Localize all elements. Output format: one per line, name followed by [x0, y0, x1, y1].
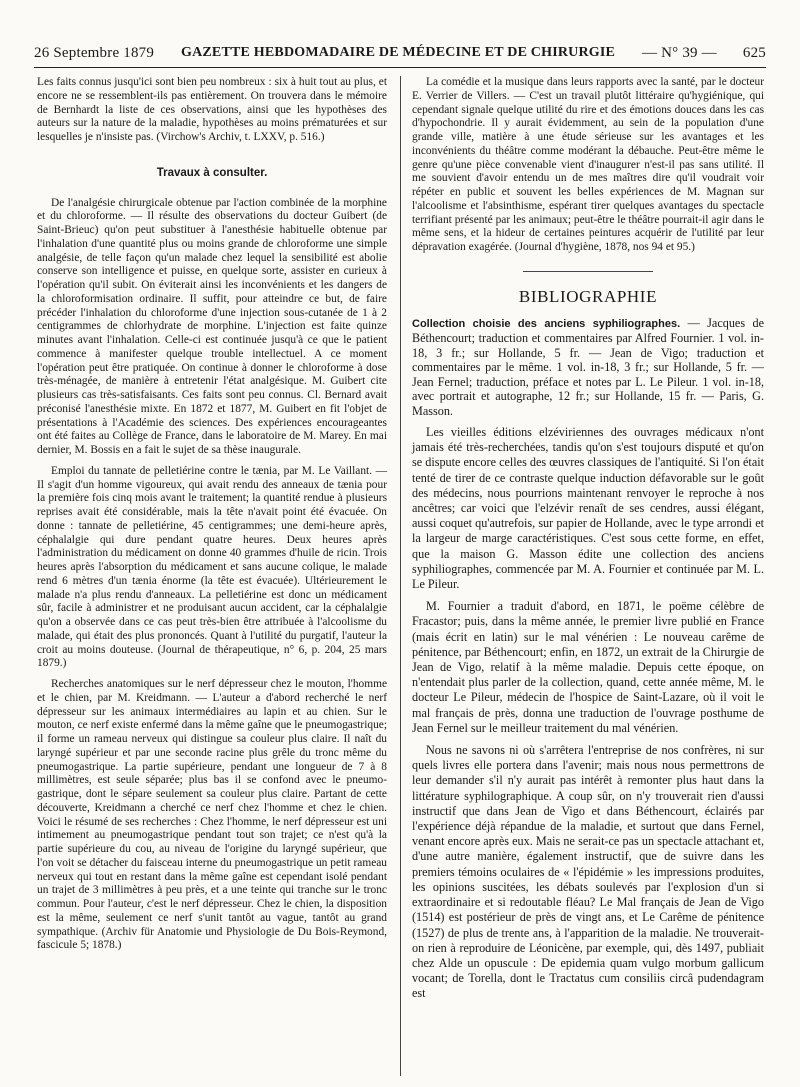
header-rule: [34, 67, 766, 68]
bibliography-entry: [412, 316, 764, 419]
column-divider: [400, 76, 401, 1076]
header-issue: — N° 39 —: [642, 44, 717, 61]
right-column: [412, 76, 764, 1076]
bibliography-details: — Jacques de Béthencourt; traduction et commentaires par Alfred Fournier. 1 vol. in-18, 3 fr.; sur Hollande, 5 fr. — Jean de Vigo; traduction et commentaires par le même. 1 vol. in-18, 3 fr.; sur Hollande, 5 fr. — Jean Fernel; traduction, préface et notes par L. Le Pileur. 1 vol. in-18, avec portrait et autographe, 12 fr.; sur Hollande, 15 fr. — Paris, G. Masson.: [412, 315, 764, 418]
review-paragraph-1: Les vieilles éditions elzéviriennes des ouvrages médicaux n'ont jamais été très-recherchées, tandis qu'on s'est toujours disputé et qu'on se dispute encore celles des œuvres classiques de l'antiquité. Si l'on était tenté de tirer de ce contraste quelque induction défavorable sur le goût des médecins, nous pourrions maintenant renvoyer le reproche à nos ancêtres; car voici que l'elzévir renaît de ses cendres, aussi élégant, aussi coquet qu'autrefois, sur papier de Hollande, avec le type arrondi et la largeur de marge caractéristiques. C'est sous cette forme, en effet, que la maison G. Masson édite une collection des anciens syphiliographes, commencée par M. A. Fournier et continuée par M. L. Le Pileur.: [412, 425, 764, 592]
header-page-number: 625: [742, 44, 766, 61]
section-heading-bibliographie: BIBLIOGRAPHIE: [518, 286, 658, 306]
section-heading-travaux: Travaux à consulter.: [156, 166, 268, 179]
review-paragraph-3: Nous ne savons ni où s'arrêtera l'entreprise de nos confrères, ni sur quels livres elle portera dans l'avenir; mais nous nous permettrons de leur demander s'il n'y aurait pas intérêt à remonter plus haut dans la littérature syphilographique. A coup sûr, on n'y trouverait rien d'aussi instructif que dans Jean de Vigo et dans Béthencourt, éclairés par l'expérience déjà répandue de la maladie, et surtout que dans Fernel, venant encore après eux. Mais ne serait-ce pas un spectacle attachant et, d'une autre manière, également instructif, que de suivre dans les premiers témoins oculaires de « l'épidémie » les impressions produites, les opinions suscitées, les débats soulevés par l'explosion d'un si extraordinaire et si redoutable fléau? Le Mal français de Jean de Vigo (1514) est postérieur de près de vingt ans, et Le Carême de pénitence (1527) de plus de trente ans, à l'apparition de la maladie. Ne trouverait-on rien à reproduire de Léonicène, par exemple, qui, dès 1497, publiait chez Alde un opuscule : De epidemia quam vulgo morbum gallicum vocant; de Torella, dont le Tractatus cum consiliis circâ pudendagram est: [412, 743, 764, 1001]
running-header: [34, 40, 766, 66]
review-paragraph-2: M. Fournier a traduit d'abord, en 1871, le poëme célèbre de Fracastor; puis, dans la même année, le premier livre publié en France (mais écrit en latin) sur le mal vénérien : Le nouveau carême de pénitence, par Béthencourt; enfin, en 1872, un extrait de la Chirurgie de Jean de Vigo, relatif à la même maladie. Depuis cette époque, on n'entendait plus parler de la collection, quand, cette année même, M. le docteur Le Pileur, médecin de l'hospice de Saint-Lazare, où il voit le mal français de près, donna une traduction de l'ouvrage posthume de Jean Fernel sur le meilleur traitement du mal vénérien.: [412, 599, 764, 735]
header-title: GAZETTE HEBDOMADAIRE DE MÉDECINE ET DE CHIRURGIE: [180, 45, 616, 60]
header-date: 26 Septembre 1879: [34, 44, 155, 61]
article-comedie-musique: La comédie et la musique dans leurs rapports avec la santé, par le docteur E. Verrier de Villers. — C'est un travail plutôt littéraire qu'hygiénique, qui cependant signale quelque utilité du rire et des émotions douces dans les cas d'hypochondrie. Il y aurait évidemment, au sein de la population d'une grande ville, matière à une étude sérieuse sur les avantages et les inconvénients du théâtre comme modérant la débauche. Peut-être même le genre qu'une pièce convenable vient d'inaugurer n'est-il pas sans utilité. Il me souvient d'avoir entendu un de mes maîtres dire qu'il voudrait voir répéter en public et souvent les belles expériences de M. Magnan sur l'alcoolisme et l'absinthisme, espérant tirer quelques avantages du spectacle terrifiant présenté par les animaux; peut-être le théâtre pourrait-il agir dans le même sens, et la hideur de certaines peintures acquérir de l'utilité par leur dépravation exagérée. (Journal d'hygiène, 1878, nos 94 et 95.): [412, 76, 764, 253]
intro-paragraph: Les faits connus jusqu'ici sont bien peu nombreux : six à huit tout au plus, et encore ne se ressemblent-ils pas entièrement. On trouvera dans le mémoire de Bernhardt la liste de ces observations, ainsi que les hypothèses des auteurs sur la nature de la maladie, hypothèses au moins prématurées et sur lesquelles je n'insiste pas. (Virchow's Archiv, t. LXXV, p. 516.): [37, 76, 387, 143]
separator-rule: [523, 271, 653, 272]
article-nerf-depresseur: Recherches anatomiques sur le nerf dépresseur chez le mouton, l'homme et le chien, par M. Kreidmann. — L'auteur a d'abord recherché le nerf dépresseur sur les animaux intermédiaires au lapin et au chien. Sur le mouton, ce nerf existe enfermé dans la même gaîne que le pneumogastrique; il forme un rameau nerveux qui distingue sa couleur plus claire. Il naît du laryngé supérieur et par une seconde racine plus grêle du tronc même du pneumogastrique. La partie supérieure, pendant une longueur de 7 à 8 millimètres, est seule séparée; plus bas il se confond avec le pneumo-gastrique, dont le sépare seulement sa couleur plus claire. Partant de cette découverte, Kreidmann a cherché ce nerf chez l'homme et chez le chien. Voici le résumé de ses recherches : Chez l'homme, le nerf dépresseur est uni intimement au pneumogastrique pendant tout son trajet; ce n'est qu'à la partie supérieure du cou, au niveau de l'origine du laryngé supérieur, que l'on voit se détacher du faisceau interne du pneumogastrique un petit rameau nerveux qui tout en restant dans la même gaîne est cependant isolé pendant un trajet de 3 millimètres à peu près, et a une teinte qui tranche sur le tronc commun. Pour l'auteur, c'est le nerf dépresseur. Chez le chien, la disposition est la même, seulement ce nerf s'unit tantôt au vague, tantôt au grand sympathique. (Archiv für Anatomie und Physiologie de Du Bois-Reymond, fascicule 5; 1878.): [37, 678, 387, 952]
bibliography-title: Collection choisie des anciens syphiliographes.: [412, 317, 681, 330]
article-analgesie: De l'analgésie chirurgicale obtenue par l'action combinée de la morphine et du chloroforme. — Il résulte des observations du docteur Guibert (de Saint-Brieuc) qu'on peut substituer à l'anesthésie habituelle obtenue par l'inhalation d'une quantité plus ou moins grande de chloroforme une simple analgésie, de telle façon qu'un malade chez lequel la sensibilité est abolie conserve son intelligence et puisse, en quelque sorte, assister en curieux à l'opération qu'il subit. On éviterait ainsi les inconvénients et les dangers de la chloroformisation ordinaire. Il suffit, pour atteindre ce but, de faire précéder l'inhalation du chloroforme d'une injection sous-cutanée de 1 à 2 centigrammes de chlorhydrate de morphine. L'injection est faite quinze minutes avant l'inhalation. Celle-ci est continuée jusqu'à ce que le patient commence à manifester quelque trouble intellectuel. A ce moment l'opération peut être pratiquée. On continue à donner le chloroforme à dose très-ménagée, de manière à entretenir l'état analgésique. M. Guibert cite plusieurs cas très-satisfaisants. Ces faits sont peu connus. Cl. Bernard avait préconisé l'anesthésie mixte. En 1872 et 1877, M. Guibert en fit l'objet de présentations à l'Académie des sciences. Des expériences encourageantes ont été faites au Collège de France, dans le laboratoire de M. Marey. En mai dernier, M. Bossis en a fait le sujet de sa thèse inaugurale.: [37, 196, 387, 456]
left-column: [37, 76, 387, 1076]
article-pelletierine: Emploi du tannate de pelletiérine contre le tænia, par M. Le Vaillant. — Il s'agit d'un homme vigoureux, qui avait rendu des anneaux de tænia pour la première fois cinq mois avant le traitement; la quantité rendue à plusieurs reprises avait été considérable, mais la tête n'avait point été évacuée. On donne : tannate de pelletiérine, 45 centigrammes; une demi-heure après, céphalalgie qui dure pendant quatre heures. Deux heures après l'administration du médicament on donne 40 grammes d'huile de ricin. Trois heures après l'absorption du médicament et sans aucune colique, le malade rend 6 mètres d'un tænia énorme (la tête est évacuée). Ultérieurement le malade n'a plus rendu d'anneaux. La pelletiérine est donc un médicament sûr, facile à administrer et ne produisant aucun accident, car la céphalalgie qu'on a observée dans ce cas peut très-bien être attribuée à l'alcoolisme du malade, qui était des plus prononcés. Quant à l'utilité du purgatif, l'auteur la croit au moins douteuse. (Journal de thérapeutique, n° 6, p. 204, 25 mars 1879.): [37, 464, 387, 670]
